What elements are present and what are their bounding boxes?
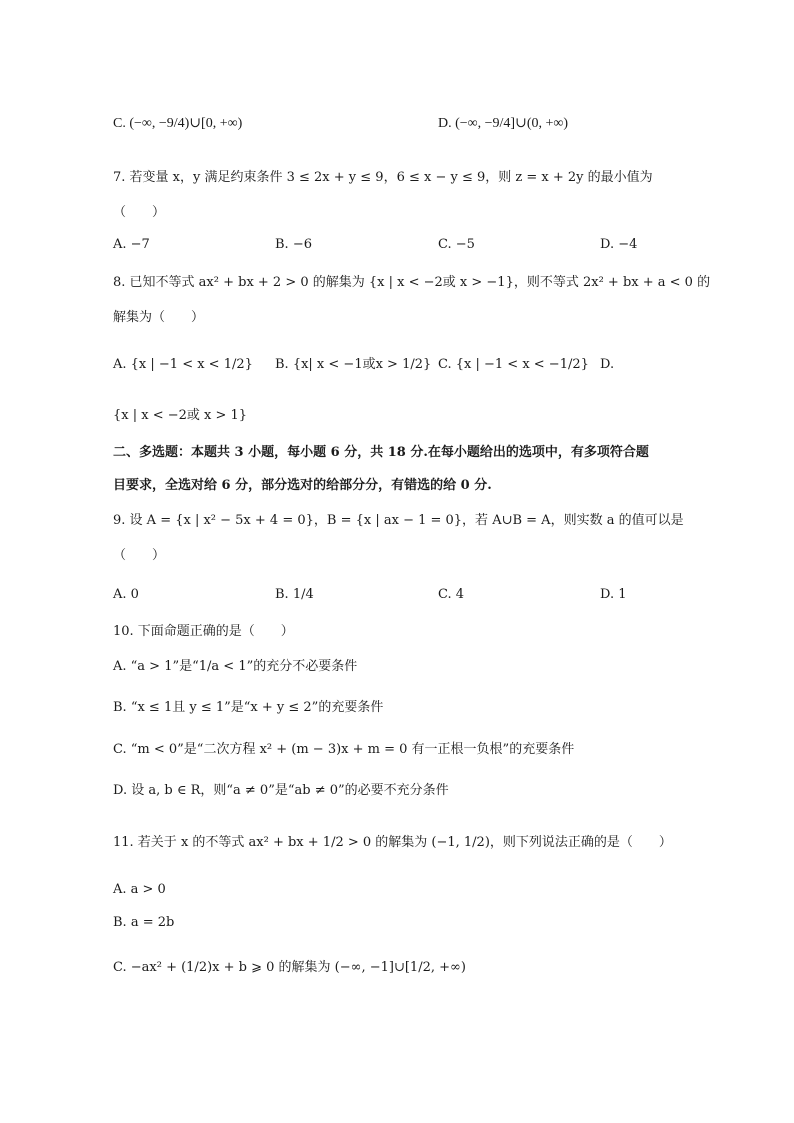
q6-option-c: C. (−∞, −9/4)∪[0, +∞) [113, 116, 243, 131]
q11-option-a: A. a > 0 [113, 882, 166, 897]
q7-stem: 7. 若变量 x，y 满足约束条件 3 ≤ 2x + y ≤ 9，6 ≤ x − y ≤ 9，则 z = x + 2y 的最小值为 [113, 170, 653, 185]
q9-option-b: B. 1/4 [275, 587, 314, 602]
q7-option-d: D. −4 [600, 237, 638, 252]
q8-option-a: A. {x | −1 < x < 1/2} [113, 357, 253, 372]
section-2-header-line2: 目要求，全选对给 6 分，部分选对的给部分分，有错选的给 0 分. [113, 478, 492, 493]
q10-stem: 10. 下面命题正确的是（ ） [113, 624, 294, 639]
section-2-header-line1: 二、多选题：本题共 3 小题，每小题 6 分，共 18 分.在每小题给出的选项中，有多项符合题 [113, 445, 649, 460]
q10-option-b: B. “x ≤ 1且 y ≤ 1”是“x + y ≤ 2”的充要条件 [113, 700, 384, 715]
q11-stem: 11. 若关于 x 的不等式 ax² + bx + 1/2 > 0 的解集为 (−1, 1/2)，则下列说法正确的是（ ） [113, 835, 672, 850]
q10-option-d: D. 设 a, b ∈ R，则“a ≠ 0”是“ab ≠ 0”的必要不充分条件 [113, 783, 449, 798]
q11-option-c: C. −ax² + (1/2)x + b ⩾ 0 的解集为 (−∞, −1]∪[1/2, +∞) [113, 960, 466, 975]
q7-option-a: A. −7 [113, 237, 150, 252]
q9-stem: 9. 设 A = {x | x² − 5x + 4 = 0}，B = {x | ax − 1 = 0}，若 A∪B = A，则实数 a 的值可以是 [113, 513, 684, 528]
q9-paren: （ ） [113, 548, 166, 563]
q7-paren: （ ） [113, 205, 166, 220]
q8-option-d-content: {x | x < −2或 x > 1} [113, 408, 248, 423]
q7-option-c: C. −5 [438, 237, 475, 252]
q9-option-c: C. 4 [438, 587, 465, 602]
q8-option-d: D. [600, 357, 615, 372]
q9-option-d: D. 1 [600, 587, 627, 602]
q8-stem: 8. 已知不等式 ax² + bx + 2 > 0 的解集为 {x | x < −2或 x > −1}，则不等式 2x² + bx + a < 0 的 [113, 275, 711, 290]
q8-stem-cont: 解集为（ ） [113, 310, 205, 325]
q6-option-d: D. (−∞, −9/4]∪(0, +∞) [438, 116, 569, 131]
q9-option-a: A. 0 [113, 587, 139, 602]
q10-option-a: A. “a > 1”是“1/a < 1”的充分不必要条件 [113, 659, 358, 674]
q11-option-b: B. a = 2b [113, 915, 175, 930]
q10-option-c: C. “m < 0”是“二次方程 x² + (m − 3)x + m = 0 有一正根一负根”的充要条件 [113, 742, 575, 757]
q8-option-c: C. {x | −1 < x < −1/2} [438, 357, 589, 372]
q7-option-b: B. −6 [275, 237, 312, 252]
q8-option-b: B. {x| x < −1或x > 1/2} [275, 357, 432, 372]
